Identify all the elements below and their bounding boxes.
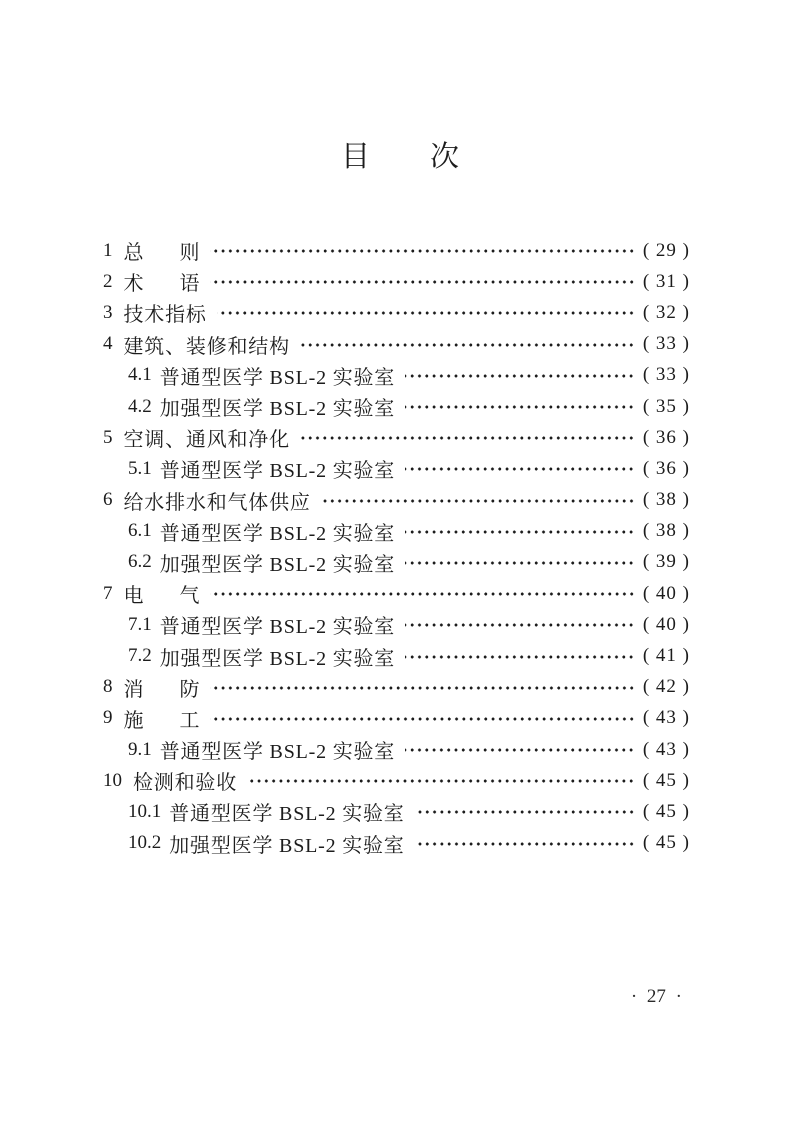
toc-entry-number: 1 (103, 239, 113, 261)
toc-entry (103, 297, 690, 328)
toc-entry-number: 4.1 (128, 364, 152, 386)
toc-entry-title: 检测和验收 (133, 772, 237, 795)
toc-entry-page: ( 35 ) (642, 395, 690, 417)
toc-entry-number: 6.2 (128, 551, 152, 573)
toc-entry-number: 3 (103, 301, 113, 323)
toc-entry-title: 建筑、装修和结构 (123, 335, 290, 358)
toc-entry-title (124, 704, 200, 733)
toc-entry-page: ( 39 ) (642, 551, 690, 573)
toc-entry (103, 453, 690, 484)
toc-entry-number: 7 (103, 582, 113, 604)
toc-entry-title: 普通型医学 BSL-2 实验室 (169, 803, 405, 826)
toc-leader-dots (217, 310, 635, 316)
toc-entry-title-char: 语 (179, 273, 200, 296)
toc-entry-page: ( 40 ) (642, 582, 690, 604)
toc-entry (103, 547, 690, 578)
toc-leader-dots (210, 591, 635, 597)
toc-entry-page: ( 33 ) (642, 364, 690, 386)
toc-entry (103, 765, 690, 796)
toc-entry-title-char: 气 (179, 585, 200, 608)
toc-entry-number: 8 (103, 676, 113, 698)
toc-entry-title (124, 579, 200, 608)
toc-entry-number: 10.1 (128, 800, 162, 822)
toc-entry-title-char: 施 (123, 709, 144, 732)
toc-entry-number: 7.2 (128, 645, 152, 667)
toc-entry-title-char: 电 (123, 585, 144, 608)
toc-leader-dots (210, 279, 635, 285)
toc-entry-title-char: 总 (123, 242, 144, 265)
toc-entry-number: 9 (103, 707, 113, 729)
toc-leader-dots (321, 498, 635, 504)
toc-entry-title: 普通型医学 BSL-2 实验室 (159, 741, 396, 764)
toc-leader-dots (247, 778, 635, 784)
toc-entry-page: ( 40 ) (642, 613, 690, 635)
page-title (0, 134, 800, 175)
toc-entry-number: 6.1 (128, 520, 152, 542)
toc-entry-title: 技术指标 (123, 304, 207, 327)
toc-leader-dots (415, 841, 635, 847)
toc-leader-dots (405, 529, 635, 535)
toc-entry (103, 734, 690, 765)
toc-entry (103, 516, 690, 547)
toc-entry-title: 普通型医学 BSL-2 实验室 (159, 616, 396, 639)
toc-leader-dots (405, 654, 635, 660)
toc-entry-page: ( 45 ) (642, 832, 690, 854)
toc-entry-title: 普通型医学 BSL-2 实验室 (159, 460, 396, 483)
toc-entry-number: 6 (103, 489, 113, 511)
toc-entry-number: 10 (103, 769, 122, 791)
toc-entry-title: 加强型医学 BSL-2 实验室 (159, 647, 396, 670)
toc-entry-page: ( 38 ) (642, 489, 690, 511)
toc-entry (103, 828, 690, 859)
toc-list (103, 235, 690, 859)
toc-entry-page: ( 29 ) (642, 239, 690, 261)
toc-entry-title: 加强型医学 BSL-2 实验室 (159, 553, 396, 576)
toc-entry-number: 4.2 (128, 395, 152, 417)
toc-entry-title-char: 消 (123, 678, 144, 701)
toc-entry (103, 796, 690, 827)
toc-leader-dots (300, 342, 635, 348)
toc-entry (103, 578, 690, 609)
toc-entry-title-char: 术 (123, 273, 144, 296)
toc-leader-dots (405, 404, 635, 410)
toc-leader-dots (405, 560, 635, 566)
toc-entry-title: 加强型医学 BSL-2 实验室 (169, 834, 405, 857)
toc-entry-number: 9.1 (128, 738, 152, 760)
toc-entry-page: ( 33 ) (642, 333, 690, 355)
toc-entry-page: ( 32 ) (642, 301, 690, 323)
toc-entry-page: ( 42 ) (642, 676, 690, 698)
toc-leader-dots (405, 466, 635, 472)
toc-entry-page: ( 43 ) (642, 707, 690, 729)
toc-entry-page: ( 31 ) (642, 270, 690, 292)
toc-entry (103, 360, 690, 391)
page-title-char-right: 次 (430, 141, 460, 173)
toc-entry-title: 普通型医学 BSL-2 实验室 (159, 366, 396, 389)
toc-entry (103, 422, 690, 453)
toc-entry-page: ( 36 ) (642, 457, 690, 479)
toc-entry-number: 7.1 (128, 613, 152, 635)
toc-entry-page: ( 38 ) (642, 520, 690, 542)
toc-entry (103, 329, 690, 360)
toc-entry-title (124, 267, 200, 296)
toc-leader-dots (415, 809, 635, 815)
toc-leader-dots (405, 373, 635, 379)
toc-entry-page: ( 45 ) (642, 800, 690, 822)
toc-entry (103, 609, 690, 640)
toc-entry (103, 235, 690, 266)
toc-entry (103, 640, 690, 671)
toc-entry-title-char: 则 (179, 242, 200, 265)
toc-entry-title: 普通型医学 BSL-2 实验室 (159, 522, 396, 545)
toc-entry-page: ( 36 ) (642, 426, 690, 448)
toc-entry-title (124, 673, 200, 702)
toc-entry (103, 485, 690, 516)
toc-leader-dots (210, 716, 635, 722)
toc-leader-dots (405, 622, 635, 628)
toc-entry-number: 5 (103, 426, 113, 448)
toc-leader-dots (405, 747, 635, 753)
page-title-char-left: 目 (340, 141, 370, 173)
toc-entry-number: 2 (103, 270, 113, 292)
toc-entry-title: 空调、通风和净化 (123, 429, 290, 452)
footer-page-number: · 27 · (630, 986, 682, 1007)
toc-entry-title-char: 工 (179, 709, 200, 732)
toc-entry-number: 4 (103, 333, 113, 355)
toc-entry (103, 703, 690, 734)
toc-entry (103, 391, 690, 422)
toc-entry-number: 5.1 (128, 457, 152, 479)
toc-entry-number: 10.2 (128, 832, 162, 854)
toc-entry-title-char: 防 (179, 678, 200, 701)
toc-leader-dots (210, 685, 635, 691)
toc-entry-title: 给水排水和气体供应 (123, 491, 311, 514)
toc-entry-page: ( 41 ) (642, 645, 690, 667)
toc-entry-title (124, 236, 200, 265)
toc-leader-dots (210, 248, 635, 254)
page-footer (631, 986, 682, 1008)
toc-entry-page: ( 43 ) (642, 738, 690, 760)
toc-entry-page: ( 45 ) (642, 769, 690, 791)
toc-leader-dots (300, 435, 635, 441)
toc-entry (103, 672, 690, 703)
toc-entry-title: 加强型医学 BSL-2 实验室 (159, 398, 396, 421)
toc-entry (103, 266, 690, 297)
